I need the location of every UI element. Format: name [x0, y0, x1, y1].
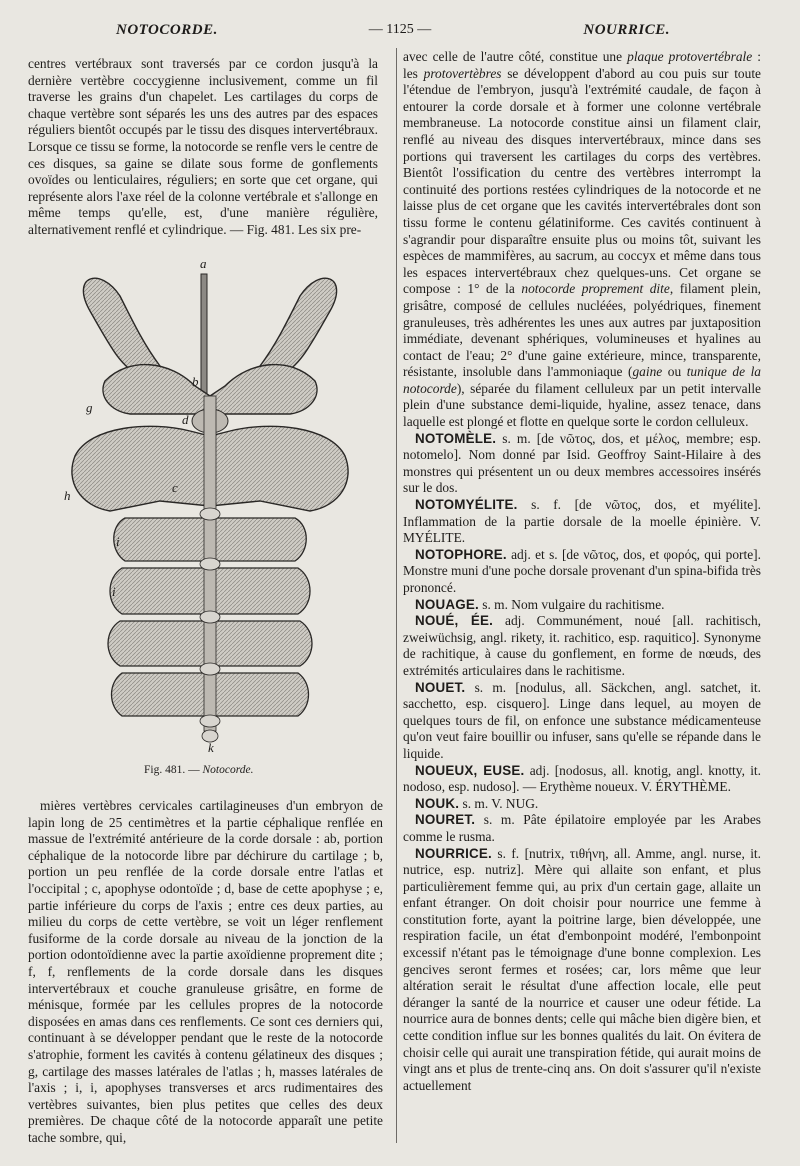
paragraph-notocorde-cont: centres vertébraux sont traversés par ce cordon jusqu'à la dernière vertèbre coccygienne inclusivement, comme un fil traverse les grains d'un chapelet. Les cartilages du corps de chaque vertèbre sont séparés les uns des autres par des espaces réguliers bientôt occupés par le tissu des disques intervertébraux. Lorsque ce tissu se forme, la notocorde se renfle vers le centre de ces disques, sa gaine se dilate sous forme de gonflements ovoïdes ou lenticulaires, réguliers; en sorte que cet organe, qui représente alors l'axe réel de la colonne vertébrale et s'allonge en même temps qu'elle, est, d'une manière régulière, alternativement renflé et cylindrique. — Fig. 481. Les six pre- — [28, 56, 378, 237]
headword: NOUK. — [415, 795, 460, 811]
headword: NOUAGE. — [415, 596, 479, 612]
disc-swelling — [200, 508, 220, 520]
entry-notophore: NOTOPHORE. adj. et s. [de νῶτος, dos, et φορός, qui porte]. Monstre muni d'une poche dorsale provenant d'un spina-bifida très prononcé. — [403, 546, 761, 595]
headword: NOUET. — [415, 679, 466, 695]
headword: NOTOPHORE. — [415, 546, 507, 562]
disc-swelling — [200, 611, 220, 623]
notochord-rod — [201, 274, 207, 394]
paragraph-notocorde-end: avec celle de l'autre côté, constitue une plaque protovertébrale : les protovertèbres se développent d'abord au cou puis sur toute l'étendue de l'embryon, jusqu'à l'extrémité caudale, de façon à entourer la corde dorsale et à former une colonne vertébrale membraneuse. La notocorde constitue ainsi un filament clair, renflé au niveau des disques intervertébraux, mince dans ses portions qui traversent les cartilages du corps des vertèbres. Bientôt l'ossification du centre des vertèbres interrompt la continuité des portions restées cylindriques de la notocorde et ne laisse plus de cet organe que les cavités intervertébrales dont son tissu forme le contenu gélatiniforme. Ces cavités continuent à s'agrandir pour disparaître ensuite plus ou moins tôt, suivant les espèces de mammifères, au sacrum, au coccyx et même dans tous les espaces intervertébraux chez quelques-uns. Cet organe se compose : 1° de la notocorde proprement dite, filament plein, grisâtre, composé de cellules nucléées, polyédriques, finement granuleuses, très adhérentes les unes aux autres par juxtaposition immédiate, devenant sphériques, volumineuses et hyalines au contact de l'eau; 2° d'une gaine extérieure, mince, transparente, résistante, insoluble dans l'ammoniaque (gaine ou tunique de la notocorde), séparée du filament celluleux par un petit intervalle plein d'une substance demi-liquide, hyaline, assez tenace, dans laquelle est plongé et flotte en quelque sorte le cordon celluleux. — [403, 49, 761, 430]
entry-nouet: NOUET. s. m. [nodulus, all. Säckchen, angl. satchet, it. sacchetto, esp. cisquero]. Linge dans lequel, au moyen de quelques tours de fil, on enfonce une substance médicamenteuse qu'on veut faire bouillir ou infuser, sans qu'elle se répande dans le liquide. — [403, 679, 761, 761]
left-column-top — [28, 56, 378, 239]
label-b: b — [192, 374, 199, 389]
disc-swelling — [200, 663, 220, 675]
label-i: i — [116, 534, 120, 549]
page-number: — 1125 — — [368, 22, 432, 37]
figure-caption — [144, 764, 344, 776]
headword: NOURET. — [415, 812, 476, 828]
entry-notomyelite: NOTOMYÉLITE. s. f. [de νῶτος, dos, et myélite]. Inflammation de la partie dorsale de la moelle épinière. V. MYÉLITE. — [403, 497, 761, 546]
atlas-left-horn — [83, 278, 160, 376]
entry-nourrice: NOURRICE. s. f. [nutrix, τιθήνη, all. Amme, angl. nurse, it. nutrice, esp. nutriz]. Mère qui allaite son enfant, et plus particulièrement femme qui, au prix d'un certain gage, allaite un enfant étranger. On doit choisir pour nourrice une femme à constitution forte, ayant la poitrine large, bien développée, une respiration facile, un état d'embonpoint modéré, l'embonpoint excessif n'étant pas le témoignage d'une bonne complexion. Les gencives seront fermes et rosées; car, lors même que leur altération serait le résultat d'une affection locale, elle peut déranger la santé de la nourrice et causer une odeur fétide. La nourrice aura de bonnes dents; celle qui mâche bien digère bien, et cette condition influe sur les bonnes qualités du lait. On évitera de choisir celle qui aurait une transpiration fétide, qui aurait moins de vingt ans et plus de trente-cinq ans. On doit s'assurer qu'il n'existe actuellement — [403, 845, 761, 1093]
entry-notomele: NOTOMÈLE. s. m. [de νῶτος, dos, et μέλος, membre; esp. notomelo]. Nom donné par Isid. Geoffroy Saint-Hilaire à des monstres qui présentent un ou deux membres accessoires insérés sur le dos. — [403, 430, 761, 496]
entry-nouret: NOURET. s. m. Pâte épilatoire employée par les Arabes comme le rusma. — [403, 812, 761, 844]
headword: NOUEUX, EUSE. — [415, 762, 525, 778]
entry-noue: NOUÉ, ÉE. adj. Communément, noué [all. rachitisch, zweiwüchsig, angl. rikety, it. rachitico, esp. raquitico]. Synonyme de rachitique, à cause du gonflement, en forme de nœuds, des extrémités articulaires dans le rachitisme. — [403, 613, 762, 678]
disc-swelling — [200, 715, 220, 727]
atlas-right-horn — [260, 278, 337, 376]
label-a: a — [200, 256, 207, 271]
notochord-figure — [60, 256, 360, 756]
right-column — [403, 49, 761, 1094]
headword: NOTOMYÉLITE. — [415, 497, 518, 513]
entry-nouage: NOUAGE. s. m. Nom vulgaire du rachitisme. — [415, 596, 665, 612]
label-i: i — [112, 584, 116, 599]
caption-title: Notocorde. — [202, 764, 254, 776]
entry-nouk: NOUK. s. m. V. NUG. — [415, 795, 539, 811]
figure-legend-text: mières vertèbres cervicales cartilagineuses d'un embryon de lapin long de 25 centimètres et la partie céphalique renflée en massue de l'extrémité antérieure de la corde dorsale : ab, portion céphalique de la notocorde libre par déchirure du cartilage ; b, portion un peu renflée de la corde dorsale entre l'atlas et l'occipital ; c, apophyse odontoïde ; d, base de cette apophyse ; e, partie inférieure du corps de l'axis ; entre ces deux parties, au milieu du corps de cette vertèbre, se voit un léger renflement fusiforme de la corde dorsale au niveau de la jonction de la portion odontoïdienne avec la partie axoïdienne proprement dite ; f, f, renflements de la corde dorsale dans les disques intervertébraux et couche granuleuse grisâtre, en forme de ménisque, formée par les cellules propres de la notocorde disposées en amas dans ces renflements. Ce sont ces derniers qui, continuant à se développer pendant que le reste de la notocorde s'atrophie, forment les cavités à contenu gélatineux des disques ; g, cartilage des masses latérales de l'atlas ; h, masses latérales de l'axis ; i, i, apophyses transverses et arcs rudimentaires des vertèbres suivantes, bien plus petites que celles des deux premières. De chaque côté de la notocorde apparaît une petite tache sombre, qui, — [28, 798, 383, 1145]
label-c: c — [172, 480, 178, 495]
column-divider — [396, 48, 397, 1143]
headword: NOURRICE. — [415, 845, 492, 861]
headword: NOUÉ, ÉE. — [415, 613, 494, 629]
running-head-right: NOURRICE. — [583, 22, 670, 38]
label-k: k — [208, 740, 214, 755]
label-h: h — [64, 488, 71, 503]
headword: NOTOMÈLE. — [415, 430, 497, 446]
disc-swelling — [200, 558, 220, 570]
label-d: d — [182, 412, 189, 427]
label-g: g — [86, 400, 93, 415]
caption-prefix: Fig. 481. — — [144, 764, 200, 776]
entry-noueux: NOUEUX, EUSE. adj. [nodosus, all. knotig, angl. knotty, it. nodoso, esp. nudoso]. — Erythème noueux. V. ÉRYTHÈME. — [403, 762, 761, 795]
running-head-left: NOTOCORDE. — [116, 22, 218, 38]
page-header — [0, 22, 800, 46]
left-column-bottom — [28, 798, 383, 1146]
